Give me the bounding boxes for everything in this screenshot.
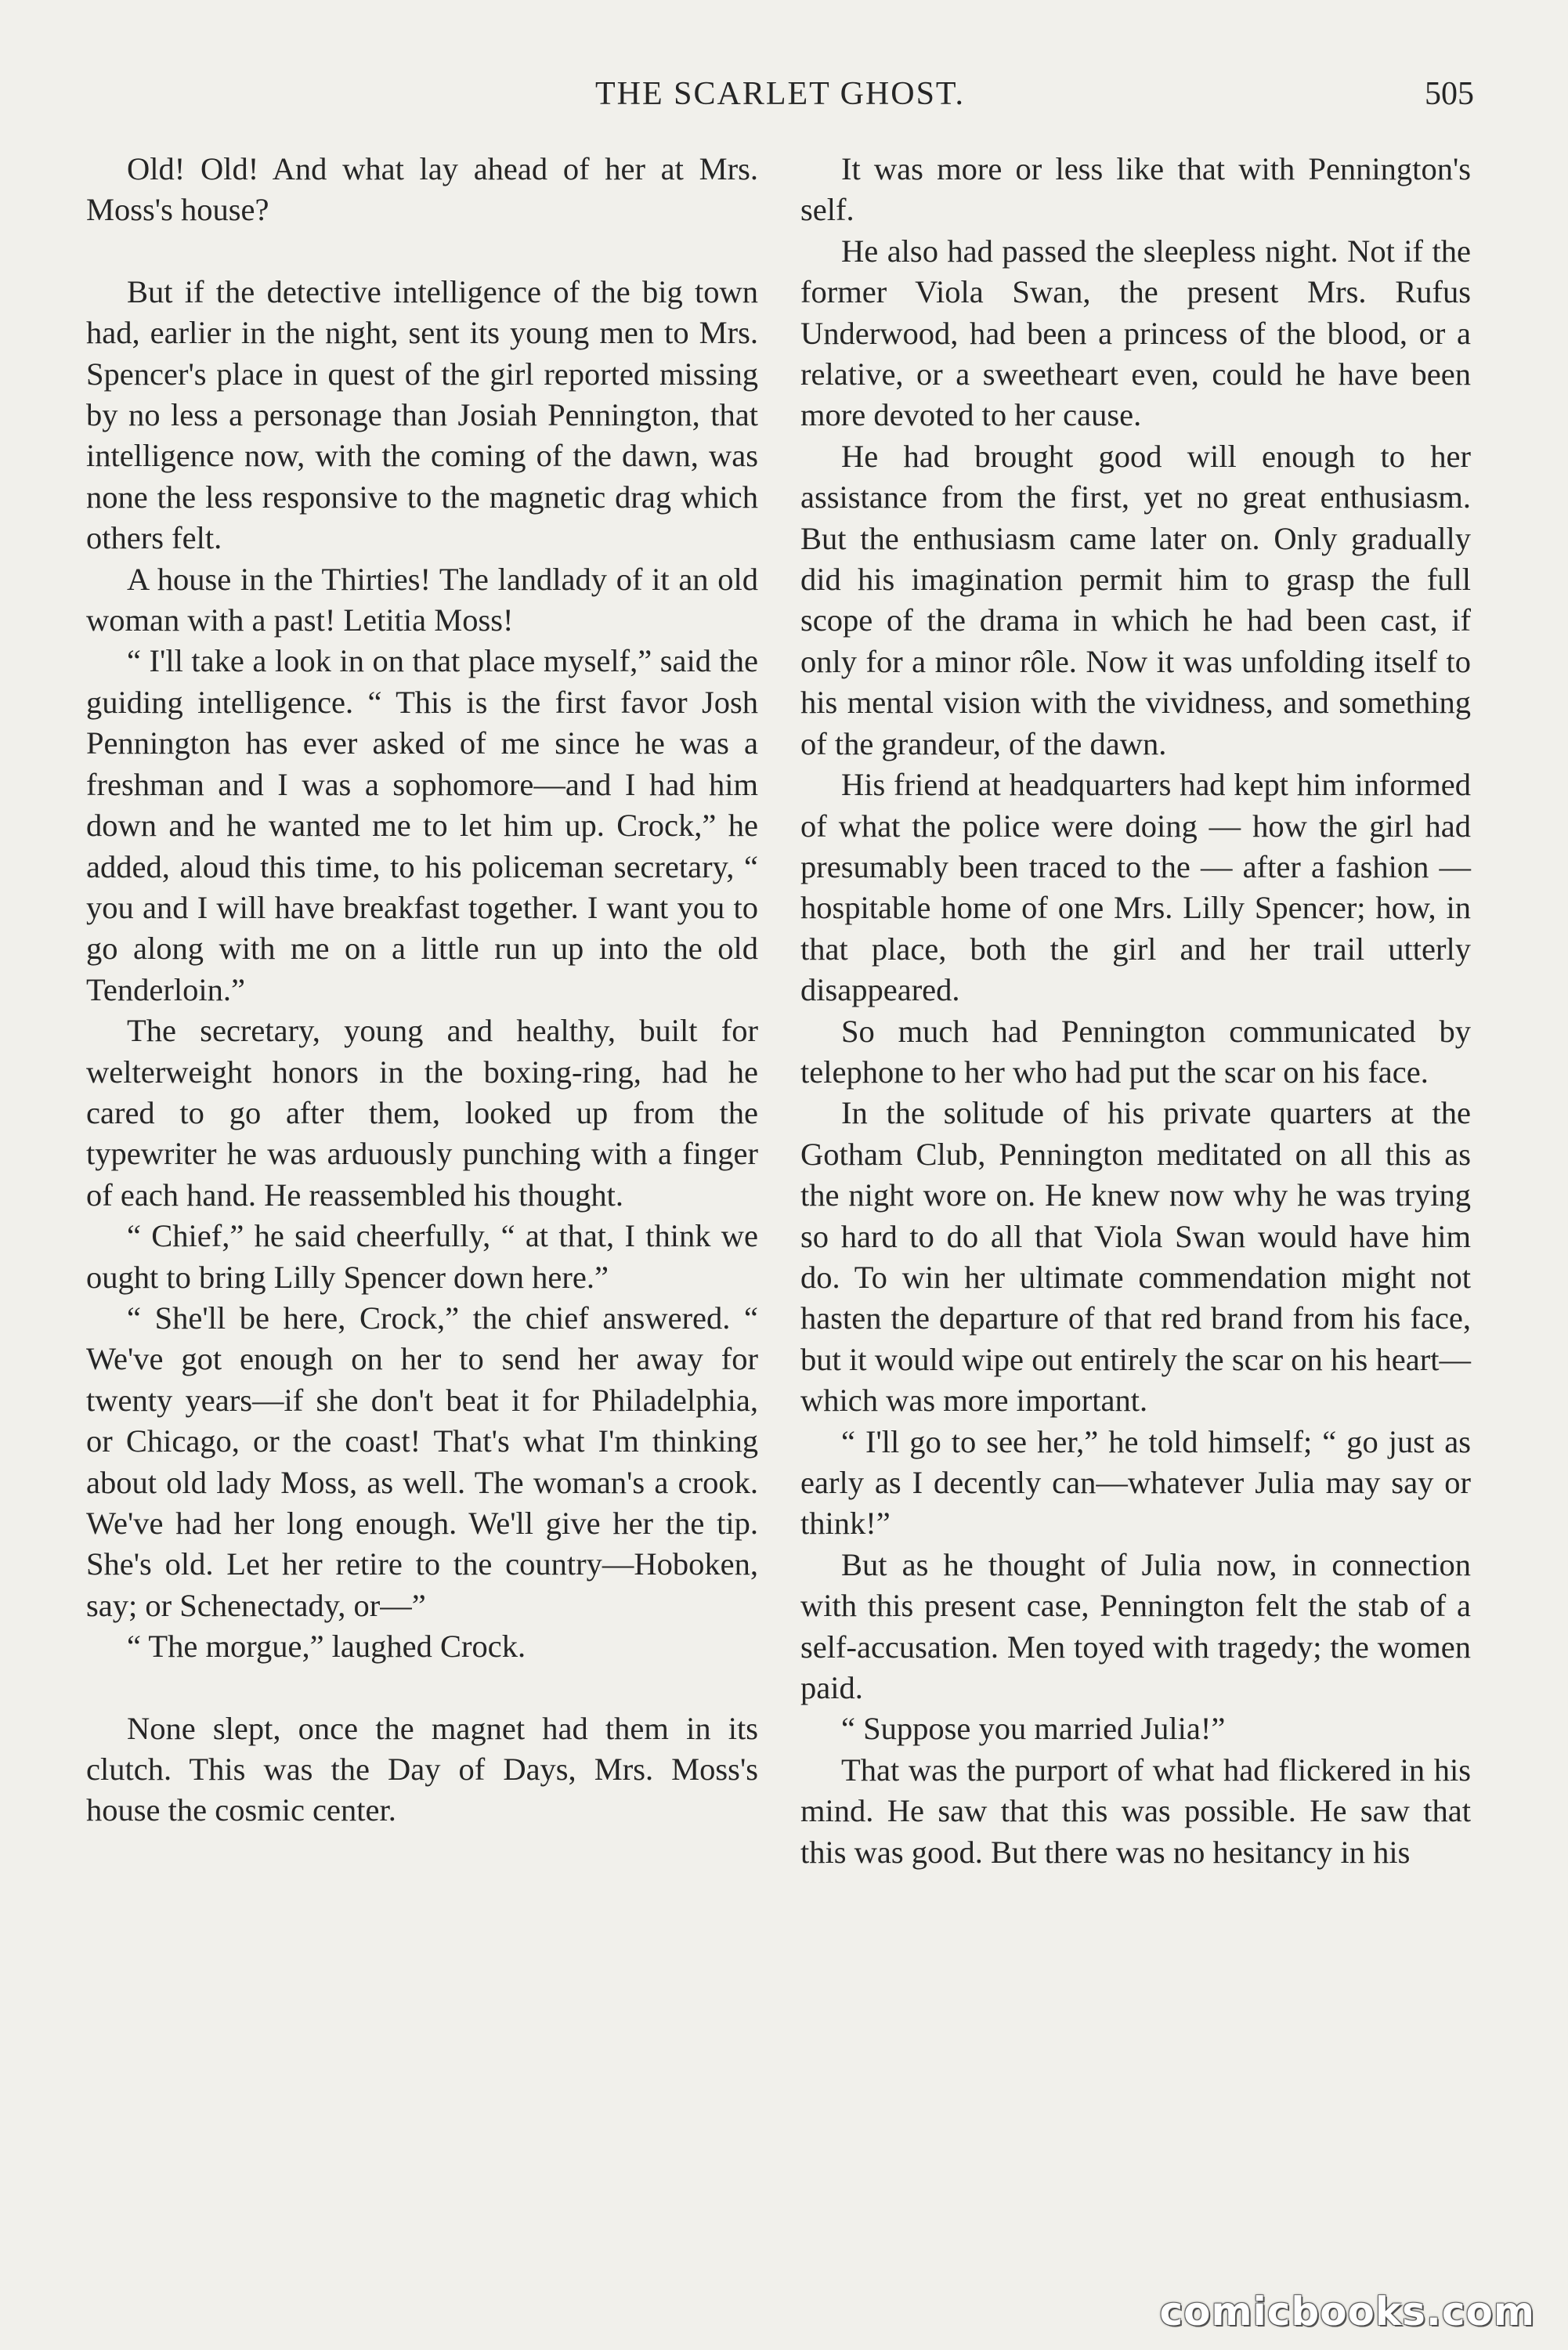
paragraph: In the solitude of his private quarters at the Gotham Club, Pennington meditated on all this as the night wore on. He knew now why he was trying so hard to do all that Viola Swan would have him do. To win her ultimate commendation might not hasten the departure of that red brand from his face, but it would wipe out entirely the scar on his heart—which was more important.	[800, 1095, 1471, 1419]
watermark-logo: comicbooks.com	[1159, 2289, 1535, 2334]
paragraph: But if the detective intelligence of the big town had, earlier in the night, sent its young men to Mrs. Spencer's place in quest of the girl reported missing by no less a personage than Josiah Pennington, that intelligence now, with the coming of the dawn, was none the less responsive to the magnetic drag which others felt.	[86, 273, 758, 556]
paragraph: That was the purport of what had flickered in his mind. He saw that this was possible. He saw that this was good. But there was no hesitancy in his	[800, 1752, 1471, 1870]
paragraph: He also had passed the sleepless night. Not if the former Viola Swan, the present Mrs. Rufus Underwood, had been a princess of the blood, or a relative, or a sweetheart even, could he have been more devoted to her cause.	[800, 233, 1471, 433]
paragraph: The secretary, young and healthy, built for welterweight honors in the boxing-ring, had he cared to go after them, looked up from the typewriter he was arduously punching with a finger of each hand. He reassembled his thought.	[86, 1013, 758, 1213]
paragraph: “ I'll take a look in on that place myself,” said the guiding intelligence. “ This is the first favor Josh Pennington has ever asked of me since he was a freshman and I was a sophomore—and I had him down and he wanted me to let him up. Crock,” he added, aloud this time, to his policeman secretary, “ you and I will have breakfast together. I want you to go along with me on a little run up into the old Tenderloin.”	[86, 643, 758, 1007]
paragraph: “ Chief,” he said cheerfully, “ at that, I think we ought to bring Lilly Spencer down here.”	[86, 1218, 758, 1295]
paragraph: None slept, once the magnet had them in its clutch. This was the Day of Days, Mrs. Moss's house the cosmic center.	[86, 1710, 758, 1828]
paragraph: He had brought good will enough to her assistance from the first, yet no great enthusiasm. But the enthusiasm came later on. Only gradually did his imagination permit him to grasp the full scope of the drama in which he had been cast, if only for a minor rôle. Now it was unfolding itself to his mental vision with the vividness, and something of the grandeur, of the dawn.	[800, 438, 1471, 761]
paragraph: His friend at headquarters had kept him informed of what the police were doing — how the girl had presumably been traced to the — after a fashion — hospitable home of one Mrs. Lilly Spencer; how, in that place, both the girl and her trail utterly disappeared.	[800, 767, 1471, 1008]
left-column	[86, 149, 758, 1831]
paragraph: “ The morgue,” laughed Crock.	[127, 1629, 526, 1665]
paragraph: “ She'll be here, Crock,” the chief answered. “ We've got enough on her to send her away for twenty years—if she don't beat it for Philadelphia, or Chicago, or the coast! That's what I'm thinking about old lady Moss, as well. The woman's a crook. We've had her long enough. We'll give her the tip. She's old. Let her retire to the country—Hoboken, say; or Schenectady, or—”	[86, 1300, 758, 1623]
paragraph: “ Suppose you married Julia!”	[841, 1711, 1226, 1747]
paragraph: A house in the Thirties! The landlady of it an old woman with a past! Letitia Moss!	[86, 561, 758, 638]
page-number: 505	[1425, 76, 1474, 112]
paragraph: It was more or less like that with Pennington's self.	[800, 151, 1471, 228]
paragraph: “ I'll go to see her,” he told himself; “ go just as early as I decently can—whatever Julia may say or think!”	[800, 1423, 1471, 1542]
paragraph: But as he thought of Julia now, in connection with this present case, Pennington felt the stab of a self-accusation. Men toyed with tragedy; the women paid.	[800, 1546, 1471, 1706]
right-column	[800, 149, 1471, 1873]
running-title: THE SCARLET GHOST.	[595, 76, 965, 112]
paragraph: So much had Pennington communicated by telephone to her who had put the scar on his face.	[800, 1013, 1471, 1090]
paragraph: Old! Old! And what lay ahead of her at Mrs. Moss's house?	[86, 151, 758, 228]
running-head	[86, 75, 1474, 122]
